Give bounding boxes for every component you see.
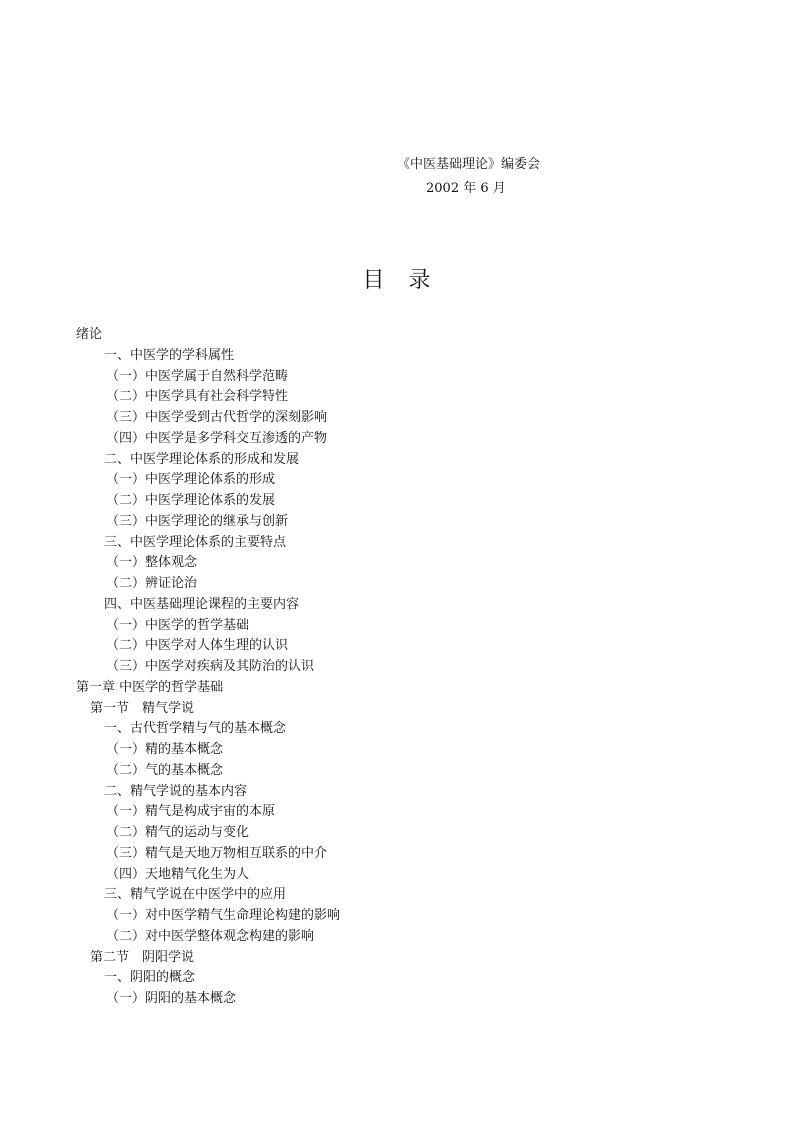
toc-item-entry: （一）对中医学精气生命理论构建的影响	[106, 908, 341, 923]
toc-subsection-entry: 二、中医学理论体系的形成和发展	[104, 451, 300, 467]
toc-item-entry: （一）中医学的哲学基础	[106, 617, 250, 633]
toc-subsection-entry: 一、古代哲学精与气的基本概念	[104, 721, 287, 737]
toc-item-entry: （一）中医学属于自然科学范畴	[106, 368, 289, 384]
toc-chapter-entry: 绪论	[76, 327, 103, 342]
toc-item-entry: （一）整体观念	[106, 555, 198, 571]
table-of-contents	[0, 325, 793, 1010]
toc-item-entry: （一）精气是构成宇宙的本原	[106, 804, 276, 820]
toc-item-entry: （二）精气的运动与变化	[106, 825, 250, 840]
publication-date: 2002 年 6 月	[426, 181, 506, 196]
toc-item-entry: （三）中医学理论的继承与创新	[106, 513, 289, 529]
toc-subsection-entry: 四、中医基础理论课程的主要内容	[104, 596, 300, 612]
toc-subsection-entry: 一、中医学的学科属性	[104, 347, 235, 363]
toc-item-entry: （二）中医学具有社会科学特性	[106, 389, 289, 405]
toc-item-entry: （一）中医学理论体系的形成	[106, 472, 276, 488]
toc-item-entry: （三）中医学受到古代哲学的深刻影响	[106, 410, 328, 425]
toc-subsection-entry: 一、阴阳的概念	[104, 970, 196, 986]
toc-item-entry: （二）中医学对人体生理的认识	[106, 638, 289, 654]
toc-item-entry: （三）精气是天地万物相互联系的中介	[106, 845, 328, 861]
toc-item-entry: （二）气的基本概念	[106, 762, 224, 778]
toc-section-entry: 第一节 精气学说	[90, 700, 195, 716]
toc-section-entry: 第二节 阴阳学说	[90, 949, 195, 965]
toc-item-entry: （一）阴阳的基本概念	[106, 991, 237, 1006]
toc-subsection-entry: 三、中医学理论体系的主要特点	[104, 534, 287, 550]
toc-item-entry: （一）精的基本概念	[106, 742, 224, 757]
toc-subsection-entry: 二、精气学说的基本内容	[104, 783, 248, 799]
toc-item-entry: （二）中医学理论体系的发展	[106, 493, 276, 508]
toc-item-entry: （三）中医学对疾病及其防治的认识	[106, 659, 315, 674]
toc-chapter-entry: 第一章 中医学的哲学基础	[76, 679, 224, 695]
toc-item-entry: （二）对中医学整体观念构建的影响	[106, 928, 315, 944]
toc-subsection-entry: 三、精气学说在中医学中的应用	[104, 887, 287, 903]
editorial-board-name: 《中医基础理论》编委会	[397, 157, 541, 172]
toc-item-entry: （二）辨证论治	[106, 576, 198, 591]
toc-title: 目录	[362, 268, 455, 293]
toc-item-entry: （四）中医学是多学科交互渗透的产物	[106, 430, 328, 446]
toc-item-entry: （四）天地精气化生为人	[106, 866, 250, 882]
